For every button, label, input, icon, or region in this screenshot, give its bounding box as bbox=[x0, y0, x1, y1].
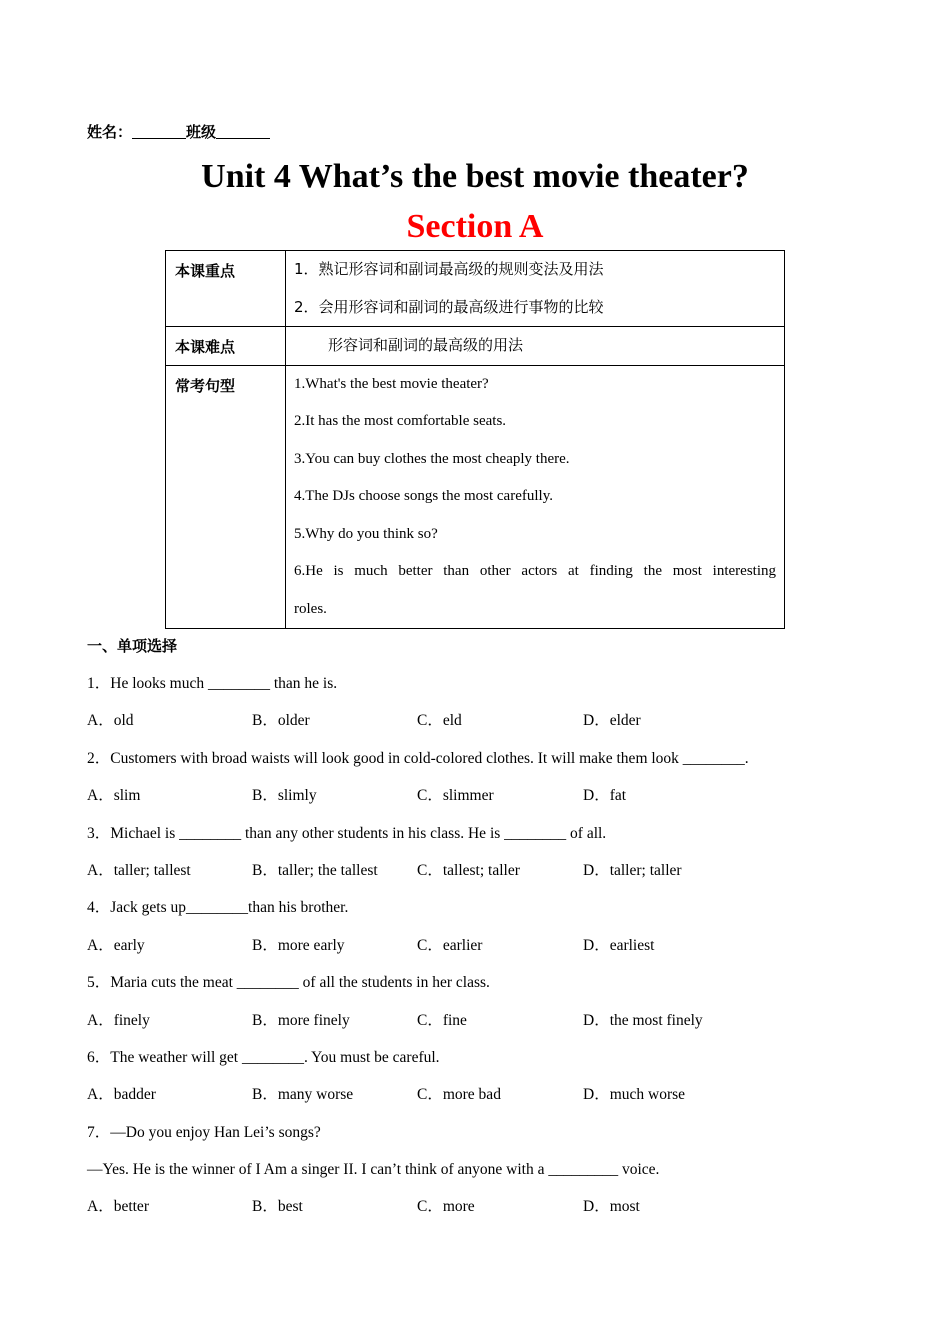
pattern-item: 3.You can buy clothes the most cheaply there. bbox=[294, 450, 570, 467]
option-row bbox=[87, 1002, 867, 1039]
question-text: 2．Customers with broad waists will look good in cold-colored clothes. It will make them look ________. bbox=[87, 749, 749, 767]
option-d[interactable]: D．most bbox=[583, 1198, 640, 1216]
focus-content bbox=[286, 251, 785, 327]
question-list bbox=[87, 665, 867, 1226]
option-c[interactable]: C．fine bbox=[417, 1011, 467, 1029]
difficulty-content bbox=[286, 327, 785, 366]
option-a[interactable]: A．finely bbox=[87, 1011, 150, 1029]
patterns-row bbox=[166, 365, 785, 629]
question-text: 6．The weather will get ________. You must be careful. bbox=[87, 1048, 440, 1066]
option-d[interactable]: D．earliest bbox=[583, 936, 655, 954]
class-label: 班级 bbox=[186, 123, 217, 141]
option-a[interactable]: A．slim bbox=[87, 787, 141, 805]
focus-label: 本课重点 bbox=[166, 251, 286, 327]
question-text: 5．Maria cuts the meat ________ of all the students in her class. bbox=[87, 974, 490, 992]
section-heading: 一、单项选择 bbox=[87, 637, 178, 655]
focus-row bbox=[166, 251, 785, 327]
difficulty-text: 形容词和副词的最高级的用法 bbox=[328, 336, 524, 354]
question-text: 4．Jack gets up________than his brother. bbox=[87, 899, 349, 917]
option-a[interactable]: A．old bbox=[87, 712, 134, 730]
name-blank[interactable] bbox=[132, 124, 186, 139]
section-subtitle: Section A bbox=[406, 208, 544, 245]
pattern-item: 6.He is much better than other actors at finding the most interesting bbox=[294, 563, 776, 579]
option-row bbox=[87, 1076, 867, 1113]
option-row bbox=[87, 777, 867, 814]
option-row bbox=[87, 852, 867, 889]
option-b[interactable]: B．best bbox=[252, 1198, 303, 1216]
option-b[interactable]: B．many worse bbox=[252, 1086, 354, 1104]
focus-item: 2．会用形容词和副词的最高级进行事物的比较 bbox=[294, 297, 604, 316]
option-a[interactable]: A．better bbox=[87, 1198, 149, 1216]
option-b[interactable]: B．taller; the tallest bbox=[252, 861, 378, 879]
option-c[interactable]: C．eld bbox=[417, 712, 462, 730]
pattern-item: 5.Why do you think so? bbox=[294, 525, 438, 542]
option-d[interactable]: D．the most finely bbox=[583, 1011, 703, 1029]
student-info-line bbox=[87, 121, 270, 142]
difficulty-label: 本课难点 bbox=[166, 327, 286, 366]
option-d[interactable]: D．taller; taller bbox=[583, 861, 682, 879]
class-blank[interactable] bbox=[216, 124, 270, 139]
option-a[interactable]: A．early bbox=[87, 936, 145, 954]
pattern-item: 4.The DJs choose songs the most carefully. bbox=[294, 488, 553, 504]
name-label: 姓名： bbox=[87, 123, 133, 141]
pattern-item: 2.It has the most comfortable seats. bbox=[294, 413, 507, 429]
option-c[interactable]: C．more bad bbox=[417, 1086, 501, 1104]
option-c[interactable]: C．earlier bbox=[417, 936, 483, 954]
patterns-content bbox=[286, 365, 785, 629]
pattern-item: 1.What's the best movie theater? bbox=[294, 375, 489, 392]
question-text: 7．—Do you enjoy Han Lei’s songs? bbox=[87, 1123, 321, 1141]
option-d[interactable]: D．elder bbox=[583, 712, 641, 730]
lesson-info-table bbox=[165, 250, 785, 629]
question-text-continued: —Yes. He is the winner of I Am a singer II. I can’t think of anyone with a _________ voice. bbox=[87, 1161, 660, 1179]
option-b[interactable]: B．older bbox=[252, 712, 310, 730]
option-d[interactable]: D．much worse bbox=[583, 1086, 686, 1104]
question-text: 3．Michael is ________ than any other students in his class. He is ________ of all. bbox=[87, 824, 607, 842]
page-title: Unit 4 What’s the best movie theater? bbox=[201, 158, 749, 195]
focus-item: 1．熟记形容词和副词最高级的规则变法及用法 bbox=[294, 260, 604, 278]
option-b[interactable]: B．slimly bbox=[252, 787, 317, 805]
option-a[interactable]: A．taller; tallest bbox=[87, 861, 191, 879]
pattern-item: roles. bbox=[294, 600, 327, 617]
option-row bbox=[87, 1188, 867, 1225]
difficulty-row bbox=[166, 327, 785, 366]
option-c[interactable]: C．tallest; taller bbox=[417, 861, 520, 879]
option-b[interactable]: B．more finely bbox=[252, 1011, 350, 1029]
option-row bbox=[87, 702, 867, 739]
option-d[interactable]: D．fat bbox=[583, 787, 627, 805]
option-c[interactable]: C．slimmer bbox=[417, 787, 494, 805]
option-row bbox=[87, 927, 867, 964]
option-c[interactable]: C．more bbox=[417, 1198, 475, 1216]
option-b[interactable]: B．more early bbox=[252, 936, 345, 954]
question-text: 1．He looks much ________ than he is. bbox=[87, 675, 338, 692]
option-a[interactable]: A．badder bbox=[87, 1086, 156, 1104]
patterns-label: 常考句型 bbox=[166, 365, 286, 629]
